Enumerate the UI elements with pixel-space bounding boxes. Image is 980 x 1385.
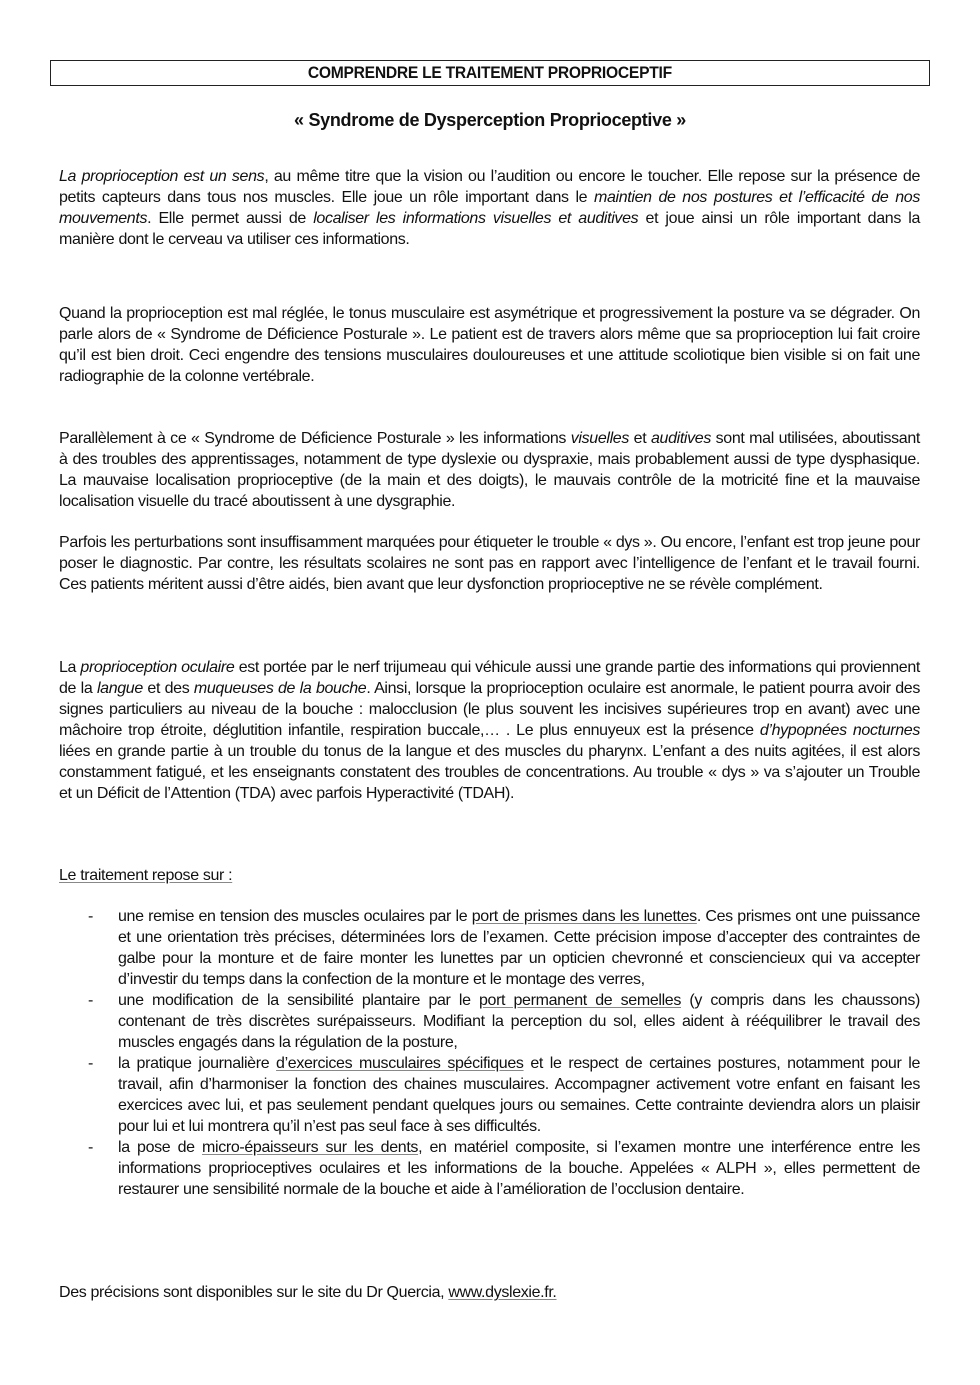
- text: . Ces prismes ont une puissance et une orientation très précises, déterminées lors de l’examen. Cette précision impose d’accepter des contraintes de galbe pour la monture et de faire monter les lunettes par un opticien chevronné et consciencieux qui va accepter d’investir du temps dans la confection de la monture et le montage des verres,: [118, 908, 920, 988]
- emphasis: muqueuses de la bouche: [193, 680, 367, 697]
- paragraph-ocular-proprioception: [59, 657, 920, 804]
- emphasis: proprioception oculaire: [80, 659, 235, 676]
- text: et des: [142, 680, 194, 697]
- text: est portée par le nerf trijumeau qui véhicule aussi une grande partie des informations qui proviennent de la: [59, 659, 920, 697]
- emphasis: La proprioception est un sens: [59, 168, 265, 185]
- website-link[interactable]: www.dyslexie.fr.: [448, 1284, 557, 1301]
- text: une remise en tension des muscles oculaires par le: [118, 908, 472, 925]
- dash-bullet-icon: -: [88, 992, 93, 1009]
- paragraph-learning-disorders: [59, 428, 920, 512]
- treatment-heading: [59, 865, 920, 886]
- footer-text: Des précisions sont disponibles sur le site du Dr Quercia,: [59, 1284, 449, 1301]
- treatment-link-prisms: port de prismes dans les lunettes: [471, 908, 697, 925]
- document-title: COMPRENDRE LE TRAITEMENT PROPRIOCEPTIF: [307, 63, 673, 82]
- treatment-item-dental: [59, 1137, 920, 1200]
- emphasis: maintien de nos postures et l’efficacité de nos mouvements: [59, 189, 920, 227]
- paragraph-postural-deficiency: Quand la proprioception est mal réglée, le tonus musculaire est asymétrique et progressivement la posture va se dégrader. On parle alors de « Syndrome de Déficience Posturale ». Le patient est de travers alors même que sa proprioception lui fait croire qu’il est bien droit. Ceci engendre des tensions musculaires douloureuses et une attitude scoliotique bien visible si on fait une radiographie de la colonne vertébrale.: [59, 305, 920, 385]
- document-subtitle: « Syndrome de Dysperception Proprioceptive »: [294, 110, 686, 130]
- text: et le respect de certaines postures, notamment pour le travail, afin d’harmoniser la fonction des chaines musculaires. Accompagner activement votre enfant en faisant les exercices avec lui, et pas seulement pendant quelques jours ou semaines. Cette contrainte deviendra alors un plaisir pour lui et lui montrera qu’il n’est pas seul face à ses difficultés.: [118, 1055, 920, 1135]
- emphasis: localiser les informations visuelles et auditives: [313, 210, 639, 227]
- emphasis: visuelles: [570, 430, 629, 447]
- dash-bullet-icon: -: [88, 908, 93, 925]
- dash-bullet-icon: -: [88, 1139, 93, 1156]
- text: , au même titre que la vision ou l’audition ou encore le toucher. Elle repose sur la présence de petits capteurs dans tous nos muscles. Elle joue un rôle important dans le: [59, 168, 921, 206]
- treatment-link-exercises: d’exercices musculaires spécifiques: [276, 1055, 524, 1072]
- text: , en matériel composite, si l’examen montre une interférence entre les informations proprioceptives oculaires et les informations de la bouche. Appelées « ALPH », elles permettent de restaurer une sensibilité normale de la bouche et aide à l’amélioration de l’occlusion dentaire.: [118, 1139, 920, 1198]
- emphasis: langue: [96, 680, 143, 697]
- text: et: [628, 430, 651, 447]
- treatment-heading-text: Le traitement repose sur :: [59, 867, 233, 884]
- footer-note: [59, 1282, 557, 1303]
- treatment-item-insoles: [59, 990, 920, 1053]
- text: . Ainsi, lorsque la proprioception oculaire est anormale, le patient pourra avoir des signes particuliers au niveau de la bouche : malocclusion (le plus souvent les incisives supérieures trop en avant) avec une mâchoire trop étroite, déglutition infantile, respiration buccale,… . Le plus ennuyeux est la présence: [59, 680, 921, 739]
- text: une modification de la sensibilité plantaire par le: [118, 992, 479, 1009]
- text: et joue ainsi un rôle important dans la manière dont le cerveau va utiliser ces informations.: [59, 210, 920, 248]
- text: (y compris dans les chaussons) contenant de très discrètes surépaisseurs. Modifiant la perception du sol, elles aident à rééquilibrer le travail des muscles engagés dans la régulation de la posture,: [118, 992, 920, 1051]
- text: Parallèlement à ce « Syndrome de Déficience Posturale » les informations: [59, 430, 571, 447]
- emphasis: d’hypopnées nocturnes: [759, 722, 920, 739]
- text: . Elle permet aussi de: [147, 210, 314, 227]
- treatment-item-exercises: [59, 1053, 920, 1137]
- text: sont mal utilisées, aboutissant à des troubles des apprentissages, notamment de type dyslexie ou dyspraxie, mais probablement aussi de type dysphasique. La mauvaise localisation proprioceptive (de la main et des doigts), le mauvais contrôle de la motricité fine et la mauvaise localisation visuelle du tracé aboutissent à une dysgraphie.: [59, 430, 920, 510]
- paragraph-proprioception-intro: [59, 166, 920, 250]
- text: la pose de: [118, 1139, 203, 1156]
- title-box: [50, 60, 930, 86]
- text: La: [59, 659, 81, 676]
- text: la pratique journalière: [118, 1055, 277, 1072]
- treatment-link-insoles: port permanent de semelles: [478, 992, 681, 1009]
- paragraph-mild-disorders: Parfois les perturbations sont insuffisamment marquées pour étiqueter le trouble « dys ». Ou encore, l’enfant est trop jeune pour poser le diagnostic. Par contre, les résultats scolaires ne sont pas en rapport avec l’intelligence de l’enfant et le travail fourni. Ces patients méritent aussi d’être aidés, bien avant que leur dysfonction proprioceptive ne se révèle complément.: [59, 534, 920, 593]
- treatment-item-prisms: [59, 906, 920, 990]
- emphasis: auditives: [650, 430, 711, 447]
- treatment-link-dental: micro-épaisseurs sur les dents: [202, 1139, 419, 1156]
- dash-bullet-icon: -: [88, 1055, 93, 1072]
- text: liées en grande partie à un trouble du tonus de la langue et des muscles du pharynx. L’enfant a des nuits agitées, il est alors constamment fatigué, et les enseignants constatent des troubles de concentrations. Au trouble « dys » va s’ajouter un Trouble et un Déficit de l’Attention (TDA) avec parfois Hyperactivité (TDAH).: [59, 743, 920, 802]
- treatment-list: [59, 906, 920, 1200]
